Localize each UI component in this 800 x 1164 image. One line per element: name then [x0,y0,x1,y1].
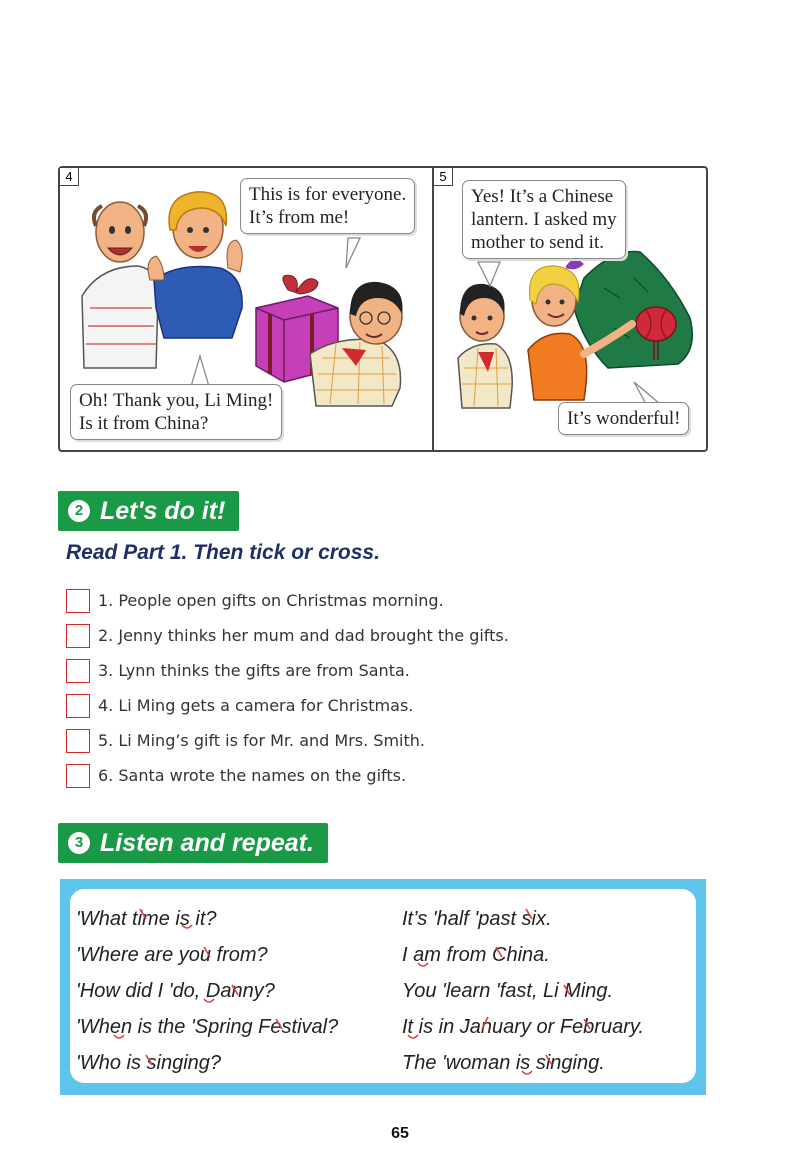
section-2-header [58,491,239,531]
bubble-line: This is for everyone. [249,184,407,205]
section-title: Listen and repeat. [100,828,314,857]
speech-bubble-girl [558,402,689,435]
bubble-line: Is it from China? [79,413,209,434]
panel-5-number: 5 [434,168,453,186]
question-line: 'When is the 'Spring Festival? [76,1016,339,1038]
bubble-line: Oh! Thank you, Li Ming! [79,390,274,411]
section-2-instruction: Read Part 1. Then tick or cross. [66,541,380,564]
section-3-header [58,823,328,863]
question-line: 'Who is singing? [76,1052,221,1074]
panel-4-number: 4 [60,168,79,186]
bubble-line: Yes! It’s a Chinese [471,186,614,207]
answer-line: It’s 'half 'past six. [402,908,552,930]
page-number: 65 [391,1125,409,1142]
statement-text: 1. People open gifts on Christmas morning. [98,591,444,610]
answer-line: You 'learn 'fast, Li Ming. [402,980,614,1002]
li-ming-figure [458,284,512,408]
answer-line: It is in January or February. [402,1016,644,1038]
list-item [66,688,509,723]
question-column [76,901,338,1081]
comic-panel-4 [60,168,434,450]
answer-checkbox[interactable] [66,764,90,788]
answer-column [402,901,644,1081]
tick-or-cross-list [66,583,509,793]
blonde-woman-figure [148,192,242,338]
section-number-badge: 2 [68,500,90,522]
question-line: 'Where are you from? [76,944,268,966]
answer-line: The 'woman is singing. [402,1052,605,1074]
bubble-line: It’s from me! [249,207,350,228]
list-item [66,618,509,653]
bubble-line: It’s wonderful! [567,408,681,429]
bubble-line: mother to send it. [471,232,604,253]
section-title: Let's do it! [100,496,226,525]
listen-repeat-panel [70,889,696,1083]
speech-bubble-mr-smith [70,384,282,440]
list-item [66,583,509,618]
bubble-line: lantern. I asked my [471,209,617,230]
speech-bubble-li-ming-lantern [462,180,626,259]
answer-line: I am from China. [402,944,550,966]
answer-checkbox[interactable] [66,729,90,753]
answer-checkbox[interactable] [66,624,90,648]
list-item [66,758,509,793]
statement-text: 2. Jenny thinks her mum and dad brought the gifts. [98,626,509,645]
listen-repeat-frame [60,879,706,1095]
answer-checkbox[interactable] [66,694,90,718]
section-number-badge: 3 [68,832,90,854]
statement-text: 3. Lynn thinks the gifts are from Santa. [98,661,410,680]
answer-checkbox[interactable] [66,589,90,613]
speech-bubble-li-ming [240,178,415,234]
question-line: 'What time is it? [76,908,217,930]
question-line: 'How did I 'do, Danny? [76,980,275,1002]
statement-text: 4. Li Ming gets a camera for Christmas. [98,696,414,715]
comic-panel-5 [434,168,706,450]
statement-text: 6. Santa wrote the names on the gifts. [98,766,407,785]
answer-checkbox[interactable] [66,659,90,683]
statement-text: 5. Li Ming’s gift is for Mr. and Mrs. Smith. [98,731,425,750]
list-item [66,653,509,688]
bald-man-figure [82,202,158,368]
list-item [66,723,509,758]
comic-strip [58,166,708,452]
